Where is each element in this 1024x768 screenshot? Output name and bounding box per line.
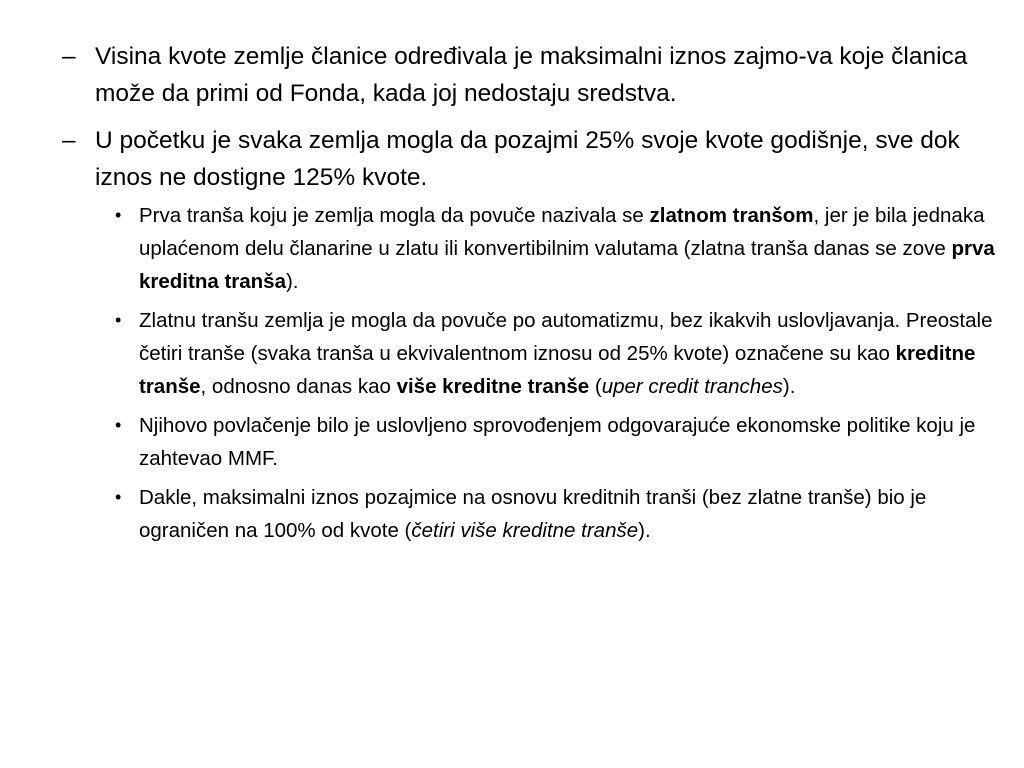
italic-term: uper credit tranches xyxy=(601,375,783,398)
text-segment: Zlatnu tranšu zemlja je mogla da povuče po automatizmu, bez ikakvih uslovljavanja. Preostale četiri tranše (svaka tranša u ekvivalentnom iznosu od 25% kvote) označene su kao xyxy=(139,309,993,365)
text-segment: , odnosno danas kao xyxy=(200,375,397,398)
text-segment: Njihovo povlačenje bilo je uslovljeno sprovođenjem odgovarajuće ekonomske politike koju je zahtevao MMF. xyxy=(139,414,976,470)
bold-term: prva kreditna tranša xyxy=(139,237,995,293)
level1-text: U početku je svaka zemlja mogla da pozajmi 25% svoje kvote godišnje, sve dok iznos ne dostigne 125% kvote. xyxy=(95,127,960,191)
text-segment: ( xyxy=(589,375,602,398)
dot-bullet-icon: • xyxy=(115,310,122,330)
dot-bullet-icon: • xyxy=(115,205,122,225)
text-segment: ). xyxy=(285,270,299,293)
slide-content xyxy=(62,38,1002,553)
level2-item-gold-tranche xyxy=(115,199,1002,298)
dot-bullet-icon: • xyxy=(115,487,122,507)
level1-text: Visina kvote zemlje članice određivala je maksimalni iznos zajmo-va koje članica može da primi od Fonda, kada joj nedostaju sredstva. xyxy=(95,43,968,107)
level2-item-max-borrowing xyxy=(115,481,1002,547)
text-segment: ). xyxy=(782,375,796,398)
level1-item-quota-determined-loan xyxy=(62,38,1002,112)
italic-term: četiri više kreditne tranše xyxy=(411,519,639,542)
dash-bullet-icon: – xyxy=(62,127,76,154)
text-segment: , jer je bila jednaka uplaćenom delu članarine u zlatu ili konvertibilnim valutama (zlatna tranša danas se zove xyxy=(139,204,985,260)
bold-term: zlatnom tranšom xyxy=(649,204,814,227)
text-segment: ). xyxy=(638,519,651,542)
bold-term: kreditne tranše xyxy=(139,342,976,398)
level1-item-initial-borrowing xyxy=(62,122,1002,196)
bold-term: više kreditne tranše xyxy=(396,375,590,398)
text-segment: Dakle, maksimalni iznos pozajmice na osnovu kreditnih tranši (bez zlatne tranše) bio je ograničen na 100% od kvote ( xyxy=(139,486,927,542)
dash-bullet-icon: – xyxy=(62,43,76,70)
text-segment: Prva tranša koju je zemlja mogla da povuče nazivala se xyxy=(139,204,650,227)
level2-item-conditionality xyxy=(115,409,1002,475)
dot-bullet-icon: • xyxy=(115,415,122,435)
level2-item-credit-tranches xyxy=(115,304,1002,403)
